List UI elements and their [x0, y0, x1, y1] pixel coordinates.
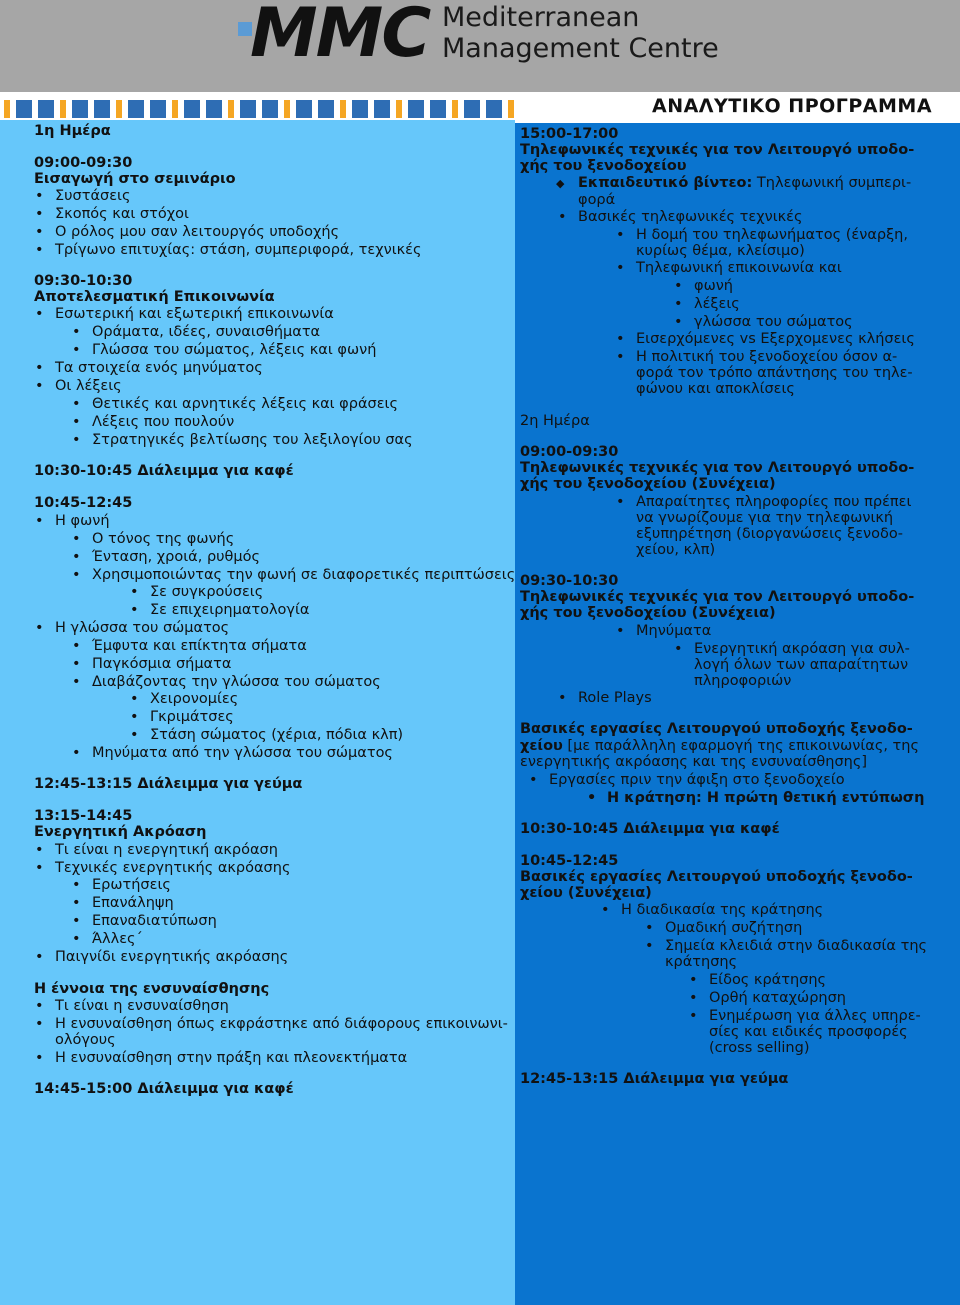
session-time: 09:00-09:30 — [34, 155, 133, 171]
strip-block — [228, 100, 234, 118]
list-item: • Η ενσυναίσθηση όπως εκφράστηκε από διάφορους επικοινωνι- — [55, 1016, 508, 1033]
session-title: Τηλεφωνικές τεχνικές για τον Λειτουργό υποδο- — [520, 460, 915, 476]
list-item: • Η ενσυναίσθηση στην πράξη και πλεονεκτήματα — [55, 1050, 407, 1067]
list-item-continuation: φορά — [578, 192, 616, 208]
list-item: • Διαβάζοντας την γλώσσα του σώματος — [92, 674, 381, 691]
session-time: 13:15-14:45 — [34, 808, 133, 824]
strip-block — [374, 100, 390, 118]
list-item: • Χειρονομίες — [150, 691, 238, 708]
list-item: • Τα στοιχεία ενός μηνύματος — [55, 360, 263, 377]
list-item: • Η κράτηση: Η πρώτη θετική εντύπωση — [607, 790, 924, 807]
session-title: Βασικές εργασίες Λειτουργού υποδοχής ξενοδο- — [520, 721, 913, 737]
strip-block — [262, 100, 278, 118]
list-item: • Σε συγκρούσεις — [150, 584, 263, 601]
strip-block — [38, 100, 54, 118]
list-item: • Τεχνικές ενεργητικής ακρόασης — [55, 860, 290, 877]
strip-block — [340, 100, 346, 118]
list-item-continuation: κυρίως θέμα, κλείσιμο) — [636, 243, 805, 259]
strip-block — [4, 100, 10, 118]
list-item: • Συστάσεις — [55, 188, 130, 205]
list-item: • Άλλες΄ — [92, 931, 143, 948]
session-note — [520, 738, 919, 755]
list-item: • Μηνύματα από την γλώσσα του σώματος — [92, 745, 393, 762]
logo: MMC — [250, 0, 430, 73]
break-line: 14:45-15:00 Διάλειμμα για καφέ — [34, 1081, 294, 1097]
strip-block — [184, 100, 200, 118]
strip-block — [464, 100, 480, 118]
session-title: Τηλεφωνικές τεχνικές για τον Λειτουργό υποδο- — [520, 142, 915, 158]
session-title: Ενεργητική Ακρόαση — [34, 824, 207, 840]
list-item: • Εργασίες πριν την άφιξη στο ξενοδοχείο — [549, 772, 845, 789]
list-item: • Επαναδιατύπωση — [92, 913, 217, 930]
list-item: • Απαραίτητες πληροφορίες που πρέπει — [636, 494, 911, 511]
list-item: • Γλώσσα του σώματος, λέξεις και φωνή — [92, 342, 376, 359]
list-item-continuation: κράτησης — [665, 954, 738, 970]
list-item-continuation: ολόγους — [55, 1032, 116, 1048]
session-title: Τηλεφωνικές τεχνικές για τον Λειτουργό υποδο- — [520, 589, 915, 605]
video-label: Εκπαιδευτικό βίντεο: — [578, 175, 753, 191]
strip-block — [408, 100, 424, 118]
list-item: • Ορθή καταχώρηση — [709, 990, 846, 1007]
list-item: • Η φωνή — [55, 513, 110, 530]
day-heading: 2η Ημέρα — [520, 413, 590, 429]
strip-block — [128, 100, 144, 118]
strip-block — [508, 100, 514, 118]
session-time: 15:00-17:00 — [520, 126, 619, 142]
session-time: 10:45-12:45 — [520, 853, 619, 869]
list-item-continuation: (cross selling) — [709, 1040, 810, 1056]
session-time: 09:30-10:30 — [520, 573, 619, 589]
list-item: • φωνή — [694, 278, 733, 295]
list-item: • Έμφυτα και επίκτητα σήματα — [92, 638, 307, 655]
list-item: • Η διαδικασία της κράτησης — [621, 902, 823, 919]
session-title: χής του ξενοδοχείου (Συνέχεια) — [520, 476, 776, 492]
list-item: • Παιγνίδι ενεργητικής ακρόασης — [55, 949, 288, 966]
list-item: • γλώσσα του σώματος — [694, 314, 853, 331]
strip-block — [396, 100, 402, 118]
list-item: • Ο ρόλος μου σαν λειτουργός υποδοχής — [55, 224, 339, 241]
strip-block — [284, 100, 290, 118]
list-item: • Τρίγωνο επιτυχίας: στάση, συμπεριφορά, τεχνικές — [55, 242, 422, 259]
list-item-continuation: πληροφοριών — [694, 673, 792, 689]
list-item: • Τηλεφωνική επικοινωνία και — [636, 260, 842, 277]
list-item: • Θετικές και αρνητικές λέξεις και φράσεις — [92, 396, 398, 413]
org-line-2: Management Centre — [442, 33, 719, 64]
strip-block — [318, 100, 334, 118]
list-item: • Η πολιτική του ξενοδοχείου όσον α- — [636, 349, 897, 366]
strip-block — [60, 100, 66, 118]
list-item: • Τι είναι η ενσυναίσθηση — [55, 998, 229, 1015]
strip-block — [240, 100, 256, 118]
list-item-continuation: εξυπηρέτηση (διοργανώσεις ξενοδο- — [636, 526, 903, 542]
session-title: Αποτελεσματική Επικοινωνία — [34, 289, 275, 305]
session-title: χής του ξενοδοχείου — [520, 158, 687, 174]
session-title: χείου (Συνέχεια) — [520, 885, 652, 901]
break-line: 10:30-10:45 Διάλειμμα για καφέ — [34, 463, 294, 479]
list-item: • Μηνύματα — [636, 623, 711, 640]
strip-block — [486, 100, 502, 118]
strip-block — [296, 100, 312, 118]
list-item: • Εσωτερική και εξωτερική επικοινωνία — [55, 306, 334, 323]
day-heading: 1η Ημέρα — [34, 123, 111, 139]
strip-block — [72, 100, 88, 118]
list-item: • Χρησιμοποιώντας την φωνή σε διαφορετικές περιπτώσεις — [92, 567, 515, 584]
session-time: 09:30-10:30 — [34, 273, 133, 289]
list-item: • Γκριμάτσες — [150, 709, 234, 726]
list-item: • λέξεις — [694, 296, 740, 313]
list-item: • Παγκόσμια σήματα — [92, 656, 231, 673]
list-item: • Ενημέρωση για άλλες υπηρε- — [709, 1008, 921, 1025]
org-line-1: Mediterranean — [442, 2, 640, 33]
list-item: • Η δομή του τηλεφωνήματος (έναρξη, — [636, 227, 908, 244]
list-item — [578, 175, 911, 192]
strip-block — [352, 100, 368, 118]
session-time: 10:45-12:45 — [34, 495, 133, 511]
list-item: • Στάση σώματος (χέρια, πόδια κλπ) — [150, 727, 403, 744]
session-title: Εισαγωγή στο σεμινάριο — [34, 171, 236, 187]
list-item: • Λέξεις που πουλούν — [92, 414, 234, 431]
strip-block — [430, 100, 446, 118]
list-item-continuation: χείου, κλπ) — [636, 542, 716, 558]
strip-block — [172, 100, 178, 118]
list-item: • Ομαδική συζήτηση — [665, 920, 802, 937]
list-item: • Ενεργητική ακρόαση για συλ- — [694, 641, 910, 658]
list-item: • Σημεία κλειδιά στην διαδικασία της — [665, 938, 927, 955]
strip-block — [206, 100, 222, 118]
note-text: ενεργητικής ακρόασης και της ενσυναίσθησης] — [520, 754, 868, 770]
list-item: • Βασικές τηλεφωνικές τεχνικές — [578, 209, 803, 226]
note-text: [με παράλληλη εφαρμογή της επικοινωνίας, της — [562, 738, 919, 754]
session-time: 09:00-09:30 — [520, 444, 619, 460]
header-banner — [0, 0, 960, 92]
list-item: • Ερωτήσεις — [92, 877, 171, 894]
strip-block — [16, 100, 32, 118]
session-title: χής του ξενοδοχείου (Συνέχεια) — [520, 605, 776, 621]
list-item-continuation: σίες και ειδικές προσφορές — [709, 1024, 908, 1040]
strip-block — [150, 100, 166, 118]
list-item: • Στρατηγικές βελτίωσης του λεξιλογίου σας — [92, 432, 413, 449]
strip-block — [452, 100, 458, 118]
list-item: • Role Plays — [578, 690, 652, 707]
program-title: ΑΝΑΛΥΤΙΚΟ ΠΡΟΓΡΑΜΜΑ — [652, 95, 933, 117]
list-item: • Είδος κράτησης — [709, 972, 826, 989]
list-item: • Σκοπός και στόχοι — [55, 206, 189, 223]
strip-block — [94, 100, 110, 118]
organization-name — [442, 2, 719, 64]
list-item: • Εισερχόμενες vs Εξερχομενες κλήσεις — [636, 331, 915, 348]
list-item-continuation: να γνωρίζουμε για την τηλεφωνική — [636, 510, 894, 526]
session-title: χείου — [520, 738, 563, 754]
list-item: • Σε επιχειρηματολογία — [150, 602, 309, 619]
list-item-continuation: φώνου και αποκλίσεις — [636, 381, 795, 397]
list-item: • Επανάληψη — [92, 895, 174, 912]
session-title: Βασικές εργασίες Λειτουργού υποδοχής ξενοδο- — [520, 869, 913, 885]
session-title: Η έννοια της ενσυναίσθησης — [34, 981, 270, 997]
video-text: Τηλεφωνική συμπερι- — [752, 175, 912, 191]
list-item: • Τι είναι η ενεργητική ακρόαση — [55, 842, 278, 859]
list-item: • Ένταση, χροιά, ρυθμός — [92, 549, 260, 566]
list-item: • Ο τόνος της φωνής — [92, 531, 234, 548]
strip-block — [116, 100, 122, 118]
break-line: 10:30-10:45 Διάλειμμα για καφέ — [520, 821, 780, 837]
break-line: 12:45-13:15 Διάλειμμα για γεύμα — [520, 1071, 789, 1087]
list-item: • Η γλώσσα του σώματος — [55, 620, 229, 637]
list-item: • Οι λέξεις — [55, 378, 122, 395]
list-item-continuation: λογή όλων των απαραίτητων — [694, 657, 909, 673]
list-item-continuation: φορά τον τρόπο απάντησης του τηλε- — [636, 365, 913, 381]
list-item: • Οράματα, ιδέες, συναισθήματα — [92, 324, 320, 341]
decorative-strip — [0, 100, 515, 118]
break-line: 12:45-13:15 Διάλειμμα για γεύμα — [34, 776, 303, 792]
